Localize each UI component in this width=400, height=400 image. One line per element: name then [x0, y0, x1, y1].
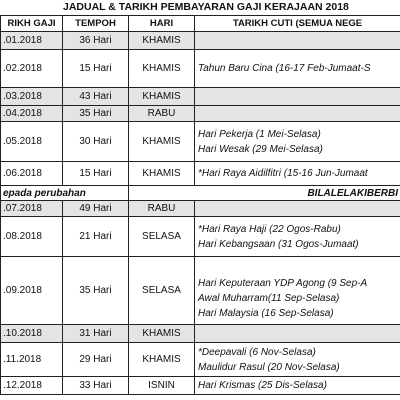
holiday-entry: *Hari Raya Haji (22 Ogos-Rabu)	[198, 223, 341, 235]
holiday-entry: Hari Kebangsaan (31 Ogos-Jumaat)	[198, 238, 359, 250]
pay-date: .12.2018	[1, 377, 63, 395]
pay-date: .03.2018	[1, 88, 63, 106]
pay-day: RABU	[129, 201, 195, 217]
holidays	[195, 325, 400, 343]
pay-day: SELASA	[129, 217, 195, 257]
table-body	[1, 32, 400, 395]
holidays	[195, 377, 400, 395]
tempoh: 35 Hari	[63, 257, 129, 325]
holidays	[195, 343, 400, 377]
pay-date: .08.2018	[1, 217, 63, 257]
tempoh: 30 Hari	[63, 122, 129, 162]
header-date: RIKH GAJI	[1, 16, 63, 32]
holiday-entry: Hari Keputeraan YDP Agong (9 Sep-A	[198, 278, 368, 289]
pay-day: KHAMIS	[129, 32, 195, 50]
pay-day: KHAMIS	[129, 88, 195, 106]
header-tempoh: TEMPOH	[63, 16, 129, 32]
table-row	[1, 106, 400, 122]
separator-note-right: BILALELAKIBERBI	[129, 186, 400, 201]
holiday-entry: *Deepavali (6 Nov-Selasa)	[198, 346, 316, 358]
holidays	[195, 106, 400, 122]
table-row	[1, 377, 400, 395]
table-row	[1, 50, 400, 88]
holiday-entry: Awal Muharram(11 Sep-Selasa)	[198, 293, 340, 304]
holiday-entry: *Hari Raya Aidilfitri (15-16 Jun-Jumaat	[198, 168, 368, 179]
tempoh: 29 Hari	[63, 343, 129, 377]
document-title: JADUAL & TARIKH PEMBAYARAN GAJI KERAJAAN 2018	[63, 1, 349, 13]
pay-day: KHAMIS	[129, 162, 195, 186]
pay-day: ISNIN	[129, 377, 195, 395]
pay-date: .10.2018	[1, 325, 63, 343]
holidays	[195, 257, 400, 325]
table-row	[1, 88, 400, 106]
holidays	[195, 32, 400, 50]
pay-day: RABU	[129, 106, 195, 122]
holiday-entry: Hari Wesak (29 Mei-Selasa)	[198, 143, 323, 155]
pay-day: KHAMIS	[129, 50, 195, 88]
holiday-entry: Hari Malaysia (16 Sep-Selasa)	[198, 308, 334, 319]
table-row	[1, 325, 400, 343]
holidays	[195, 162, 400, 186]
tempoh: 49 Hari	[63, 201, 129, 217]
pay-date: .02.2018	[1, 50, 63, 88]
holidays	[195, 201, 400, 217]
holidays	[195, 50, 400, 88]
holidays	[195, 217, 400, 257]
pay-day: SELASA	[129, 257, 195, 325]
header-cuti: TARIKH CUTI (SEMUA NEGE	[195, 16, 400, 32]
pay-day: KHAMIS	[129, 343, 195, 377]
holiday-entry: Hari Krismas (25 Dis-Selasa)	[198, 380, 327, 391]
holiday-entry: Hari Pekerja (1 Mei-Selasa)	[198, 128, 321, 140]
pay-date: .05.2018	[1, 122, 63, 162]
holidays	[195, 122, 400, 162]
pay-date: .11.2018	[1, 343, 63, 377]
holiday-entry: Tahun Baru Cina (16-17 Feb-Jumaat-S	[198, 63, 371, 74]
pay-date: .07.2018	[1, 201, 63, 217]
pay-date: .06.2018	[1, 162, 63, 186]
table-row	[1, 162, 400, 186]
pay-day: KHAMIS	[129, 325, 195, 343]
tempoh: 21 Hari	[63, 217, 129, 257]
salary-table	[0, 15, 400, 395]
pay-day: KHAMIS	[129, 122, 195, 162]
table-row	[1, 122, 400, 162]
tempoh: 35 Hari	[63, 106, 129, 122]
table-row	[1, 217, 400, 257]
tempoh: 31 Hari	[63, 325, 129, 343]
tempoh: 43 Hari	[63, 88, 129, 106]
header-hari: HARI	[129, 16, 195, 32]
table-row	[1, 32, 400, 50]
separator-row	[1, 186, 400, 201]
tempoh: 15 Hari	[63, 162, 129, 186]
separator-note-left: epada perubahan	[1, 186, 129, 201]
tempoh: 33 Hari	[63, 377, 129, 395]
holiday-entry: Maulidur Rasul (20 Nov-Selasa)	[198, 361, 340, 373]
pay-date: .01.2018	[1, 32, 63, 50]
pay-date: .04.2018	[1, 106, 63, 122]
holidays	[195, 88, 400, 106]
tempoh: 15 Hari	[63, 50, 129, 88]
pay-date: .09.2018	[1, 257, 63, 325]
table-row	[1, 257, 400, 325]
tempoh: 36 Hari	[63, 32, 129, 50]
table-row	[1, 201, 400, 217]
table-row	[1, 343, 400, 377]
table-header-row	[1, 16, 400, 32]
